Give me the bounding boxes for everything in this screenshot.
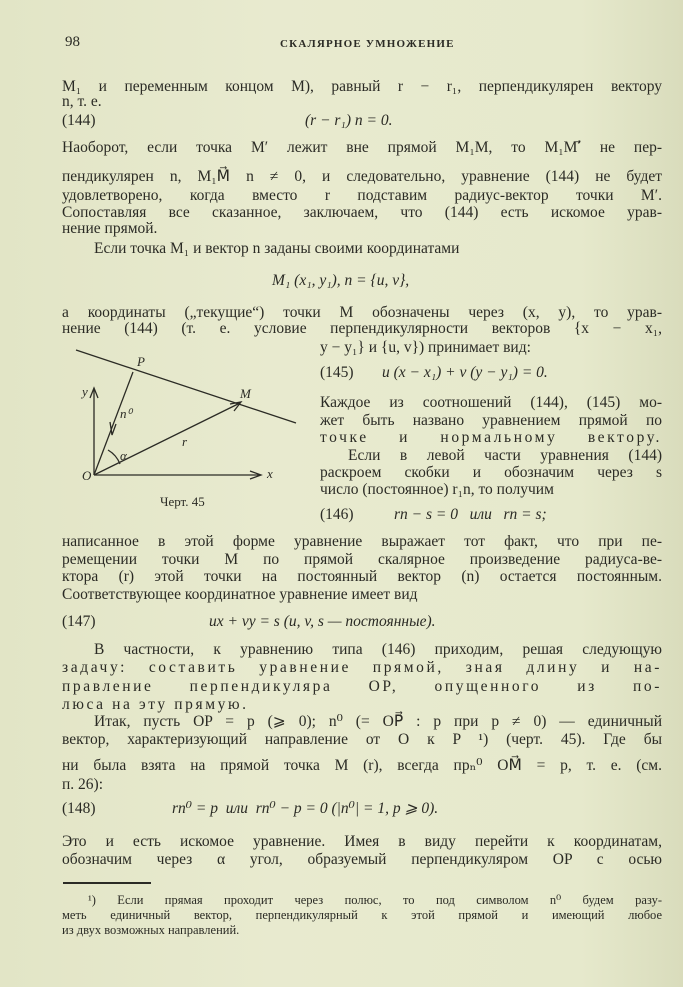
footnote-line: меть единичный вектор, перпендикулярный к этой прямой и имеющий любое xyxy=(62,908,662,922)
text-line: число (постоянное) r₁n, то получим xyxy=(320,481,554,498)
equation-147: ux + vy = s (u, v, s — постоянные). xyxy=(209,613,436,630)
text-line: нение (144) (т. е. условие перпендикулярности векторов {x − x₁, xyxy=(62,320,662,337)
text-line: удовлетворено, когда вместо r подставим радиус-вектор точки M′. xyxy=(62,187,662,204)
text-line: задачу: составить уравнение прямой, зная длину и на- xyxy=(62,659,662,676)
text-line: Это и есть искомое уравнение. Имея в виду перейти к координатам, xyxy=(62,833,662,850)
label-o: O xyxy=(82,468,92,483)
text-line: п. 26): xyxy=(62,776,104,793)
text-line: ремещении точки M по прямой скалярное произведение радиуса-ве- xyxy=(62,551,662,568)
equation-label: (147) xyxy=(62,613,96,630)
text-line: Итак, пусть OP = p (⩾ 0); n⁰ (= OP⃗ : p при p ≠ 0) — единичный xyxy=(94,713,662,730)
text-line: а координаты („текущие“) точки M обозначены через (x, y), то урав- xyxy=(62,304,662,321)
text-line: обозначим через α угол, образуемый перпендикуляром OP с осью xyxy=(62,851,662,868)
equation-label: (148) xyxy=(62,800,96,817)
label-p: P xyxy=(137,354,145,369)
label-n0: n⁰ xyxy=(120,406,132,421)
text-line: ни была взята на прямой точка M (r), всегда прₙ⁰ OM⃗ = p, т. е. (см. xyxy=(62,757,662,774)
figure-caption: Черт. 45 xyxy=(160,494,205,509)
label-x: x xyxy=(267,466,273,481)
equation-145: u (x − x₁) + v (y − y₁) = 0. xyxy=(382,364,548,381)
footnote-line: из двух возможных направлений. xyxy=(62,923,240,937)
label-y: y xyxy=(82,384,88,399)
label-m: M xyxy=(240,386,251,401)
equation-144: (r − r₁) n = 0. xyxy=(305,112,393,129)
equation-146: rn − s = 0 или rn = s; xyxy=(394,506,547,523)
text-line: n, т. е. xyxy=(62,93,102,110)
figure-45 xyxy=(40,340,320,520)
label-alpha: α xyxy=(120,448,127,463)
text-line: В частности, к уравнению типа (146) приходим, решая следующую xyxy=(94,641,662,658)
running-title: СКАЛЯРНОЕ УМНОЖЕНИЕ xyxy=(280,38,455,50)
text-line: Сопоставляя все сказанное, заключаем, что (144) есть искомое урав- xyxy=(62,204,662,221)
text-line: Наоборот, если точка M′ лежит вне прямой M₁M, то M₁M′⃗ не пер- xyxy=(62,139,662,156)
equation-label: (146) xyxy=(320,506,354,523)
text-line: точке и нормальному вектору. xyxy=(320,429,662,446)
text-line: y − y₁} и {u, v}) принимает вид: xyxy=(320,339,531,356)
page-number: 98 xyxy=(65,34,80,50)
equation-label: (145) xyxy=(320,364,354,381)
text-line: M₁ и переменным концом M), равный r − r₁, перпендикулярен вектору xyxy=(62,78,662,95)
text-line: Если в левой части уравнения (144) xyxy=(348,447,662,464)
text-line: жет быть названо уравнением прямой по xyxy=(320,412,662,429)
text-line: написанное в этой форме уравнение выражает тот факт, что при пе- xyxy=(62,533,662,550)
text-line: вектор, характеризующий направление от O к P ¹) (черт. 45). Где бы xyxy=(62,731,662,748)
text-line: ктора (r) этой точки на постоянный вектор (n) остается постоянным. xyxy=(62,568,662,585)
footnote-line: ¹) Если прямая проходит через полюс, то под символом n⁰ будем разу- xyxy=(88,893,662,907)
text-line: люса на эту прямую. xyxy=(62,696,249,713)
coordinates-formula: M₁ (x₁, y₁), n = {u, v}, xyxy=(272,272,410,289)
text-line: пендикулярен n, M₁M⃗ n ≠ 0, и следовательно, уравнение (144) не будет xyxy=(62,168,662,185)
text-line: Если точка M₁ и вектор n заданы своими координатами xyxy=(94,240,460,257)
text-line: Каждое из соотношений (144), (145) мо- xyxy=(320,394,662,411)
footnote-divider xyxy=(63,882,151,884)
text-line: нение прямой. xyxy=(62,220,158,237)
text-line: раскроем скобки и обозначим через s xyxy=(320,464,662,481)
text-line: Соответствующее координатное уравнение имеет вид xyxy=(62,586,418,603)
equation-label: (144) xyxy=(62,112,96,129)
text-line: правление перпендикуляра OP, опущенного из по- xyxy=(62,678,662,695)
label-r: r xyxy=(182,434,188,449)
equation-148: rn⁰ = p или rn⁰ − p = 0 (|n⁰| = 1, p ⩾ 0). xyxy=(172,800,439,817)
